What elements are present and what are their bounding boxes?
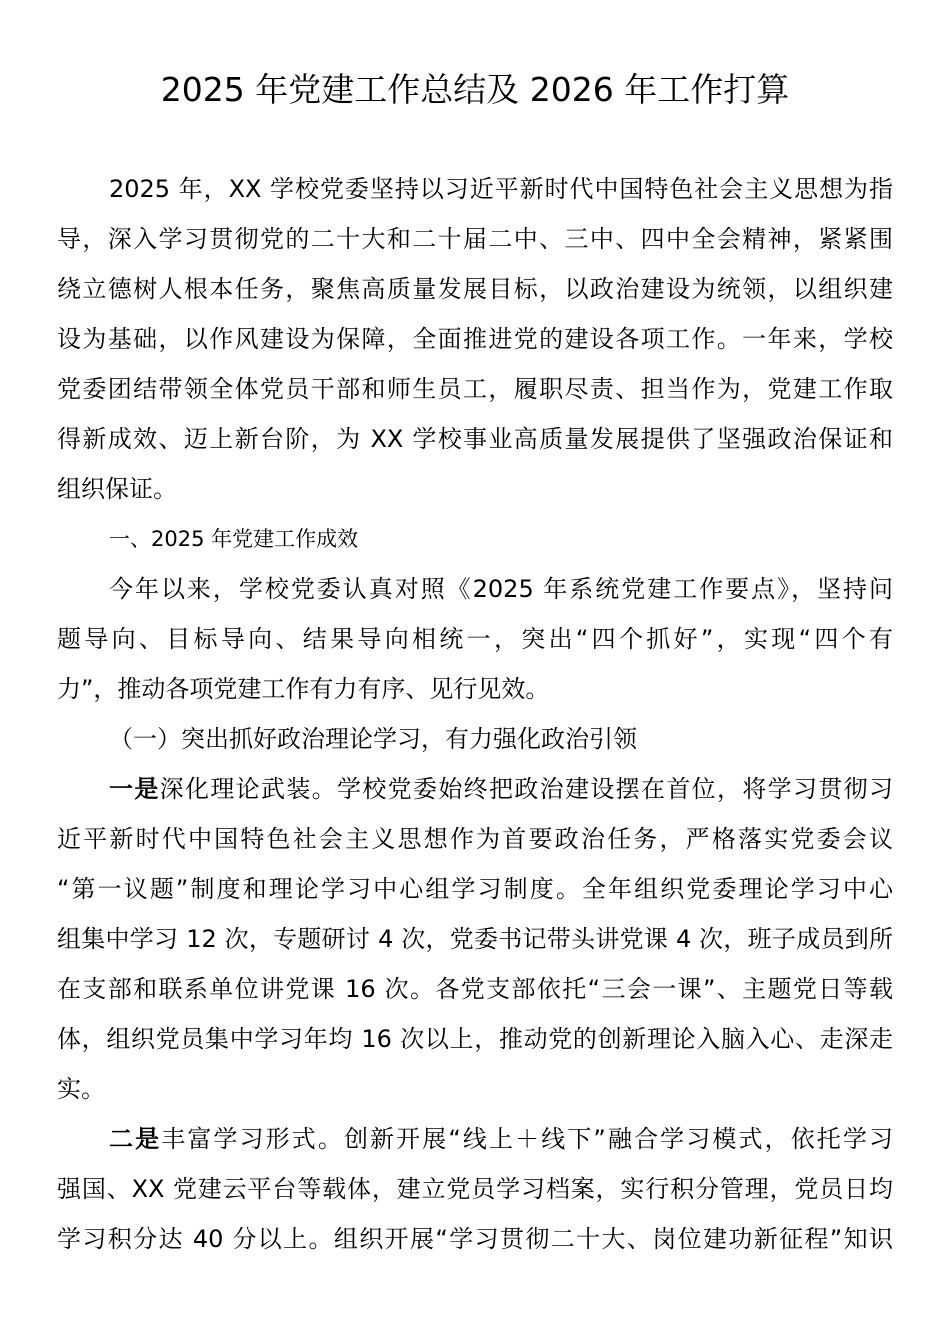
text-line: 2025 年，XX 学校党委坚持以习近平新时代中国特色社会主义思想为指 [109, 175, 893, 203]
text-line: 党委团结带领全体党员干部和师生员工，履职尽责、担当作为，党建工作取 [57, 375, 893, 403]
text-line: 设为基础，以作风建设为保障，全面推进党的建设各项工作。一年来，学校 [57, 325, 893, 353]
text-line: 导，深入学习贯彻党的二十大和二十届二中、三中、四中全会精神，紧紧围 [57, 225, 893, 253]
text-line: 得新成效、迈上新台阶，为 XX 学校事业高质量发展提供了坚强政治保证和 [57, 425, 893, 453]
point-lead: 二是 [109, 1125, 162, 1153]
text-line: 在支部和联系单位讲党课 16 次。各党支部依托“三会一课”、主题党日等载 [57, 975, 893, 1003]
point-text: 丰富学习形式。创新开展“线上＋线下”融合学习模式，依托学习 [161, 1125, 894, 1153]
intro-paragraph [57, 164, 893, 514]
document-body [57, 164, 893, 1264]
text-line: 力”，推动各项党建工作有力有序、见行见效。 [57, 675, 550, 703]
text-line [57, 1114, 893, 1164]
point-one-paragraph [57, 764, 893, 1114]
text-line: 组织保证。 [57, 475, 177, 503]
text-line: 近平新时代中国特色社会主义思想作为首要政治任务，严格落实党委会议 [57, 825, 893, 853]
section1-paragraph [57, 564, 893, 714]
section-heading: 一、2025 年党建工作成效 [109, 527, 359, 551]
text-line: 今年以来，学校党委认真对照《2025 年系统党建工作要点》，坚持问 [109, 575, 893, 603]
document-title: 2025 年党建工作总结及 2026 年工作打算 [160, 70, 790, 109]
point-two-paragraph [57, 1114, 893, 1264]
text-line: 实。 [57, 1075, 105, 1103]
text-line: 体，组织党员集中学习年均 16 次以上，推动党的创新理论入脑入心、走深走 [57, 1025, 893, 1053]
text-line: 组集中学习 12 次，专题研讨 4 次，党委书记带头讲党课 4 次，班子成员到所 [57, 925, 893, 953]
text-line: 学习积分达 40 分以上。组织开展“学习贯彻二十大、岗位建功新征程”知识 [57, 1225, 893, 1253]
text-line: 题导向、目标导向、结果导向相统一，突出“四个抓好”，实现“四个有 [57, 625, 893, 653]
point-text: 深化理论武装。学校党委始终把政治建设摆在首位，将学习贯彻习 [159, 775, 894, 803]
text-line: 强国、XX 党建云平台等载体，建立党员学习档案，实行积分管理，党员日均 [57, 1175, 893, 1203]
text-line: 绕立德树人根本任务，聚焦高质量发展目标，以政治建设为统领，以组织建 [57, 275, 893, 303]
text-line [57, 764, 893, 814]
text-line: “第一议题”制度和理论学习中心组学习制度。全年组织党委理论学习中心 [57, 875, 893, 903]
subsection-heading: （一）突出抓好政治理论学习，有力强化政治引领 [109, 725, 637, 753]
point-lead: 一是 [109, 775, 160, 803]
